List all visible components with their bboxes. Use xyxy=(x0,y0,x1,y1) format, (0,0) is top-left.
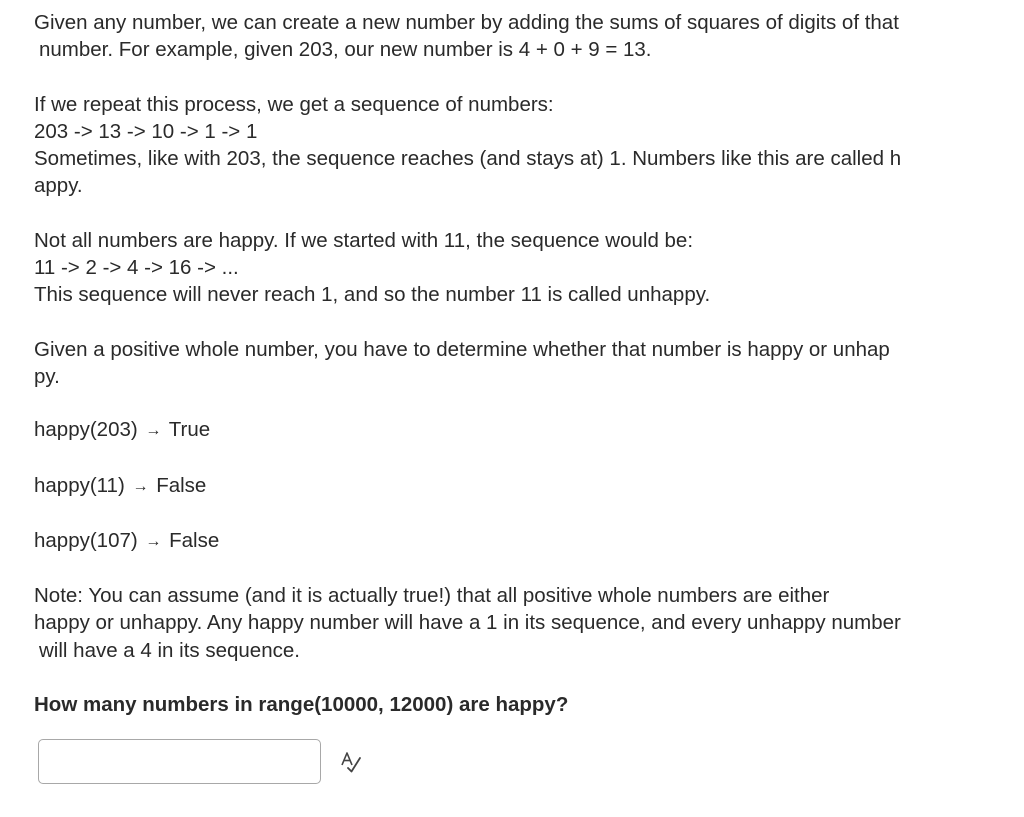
intro-line-2: number. For example, given 203, our new number is 4 + 0 + 9 = 13. xyxy=(39,38,652,62)
example-call: happy(11) xyxy=(34,473,125,497)
example-call: happy(203) xyxy=(34,418,138,442)
sequence-example-11: 11 -> 2 -> 4 -> 16 -> ... xyxy=(34,256,239,280)
spellcheck-icon[interactable] xyxy=(338,749,364,775)
question-text xyxy=(34,9,984,718)
intro-line-1: Given any number, we can create a new number by adding the sums of squares of digits of that xyxy=(34,11,899,34)
note-line-1: Note: You can assume (and it is actually true!) that all positive whole numbers are either xyxy=(34,584,830,608)
right-arrow-icon: → xyxy=(132,477,149,495)
example-result: False xyxy=(156,473,207,497)
example-item xyxy=(34,527,984,555)
answer-row xyxy=(38,739,364,784)
example-item xyxy=(34,416,984,444)
answer-input[interactable] xyxy=(38,739,321,784)
note-line-3: will have a 4 in its sequence. xyxy=(39,638,300,662)
unhappy-line-1: Not all numbers are happy. If we started with 11, the sequence would be: xyxy=(34,228,694,252)
sequence-example-203: 203 -> 13 -> 10 -> 1 -> 1 xyxy=(34,119,258,143)
question-prompt: How many numbers in range(10000, 12000) are happy? xyxy=(34,693,569,717)
repeat-line-3: Sometimes, like with 203, the sequence reaches (and stays at) 1. Numbers like this are called h xyxy=(34,147,902,171)
example-list xyxy=(34,416,984,555)
example-result: True xyxy=(168,418,211,442)
right-arrow-icon: → xyxy=(145,532,162,550)
note-line-2: happy or unhappy. Any happy number will have a 1 in its sequence, and every unhappy number xyxy=(34,611,901,635)
task-line-1: Given a positive whole number, you have to determine whether that number is happy or unhap xyxy=(34,337,890,361)
repeat-line-1: If we repeat this process, we get a sequence of numbers: xyxy=(34,92,554,116)
example-call: happy(107) xyxy=(34,528,138,552)
repeat-line-4: appy. xyxy=(34,174,83,198)
right-arrow-icon: → xyxy=(145,422,162,440)
unhappy-line-3: This sequence will never reach 1, and so the number 11 is called unhappy. xyxy=(34,283,711,307)
task-line-2: py. xyxy=(34,364,60,388)
example-result: False xyxy=(169,528,220,552)
example-item xyxy=(34,472,984,500)
